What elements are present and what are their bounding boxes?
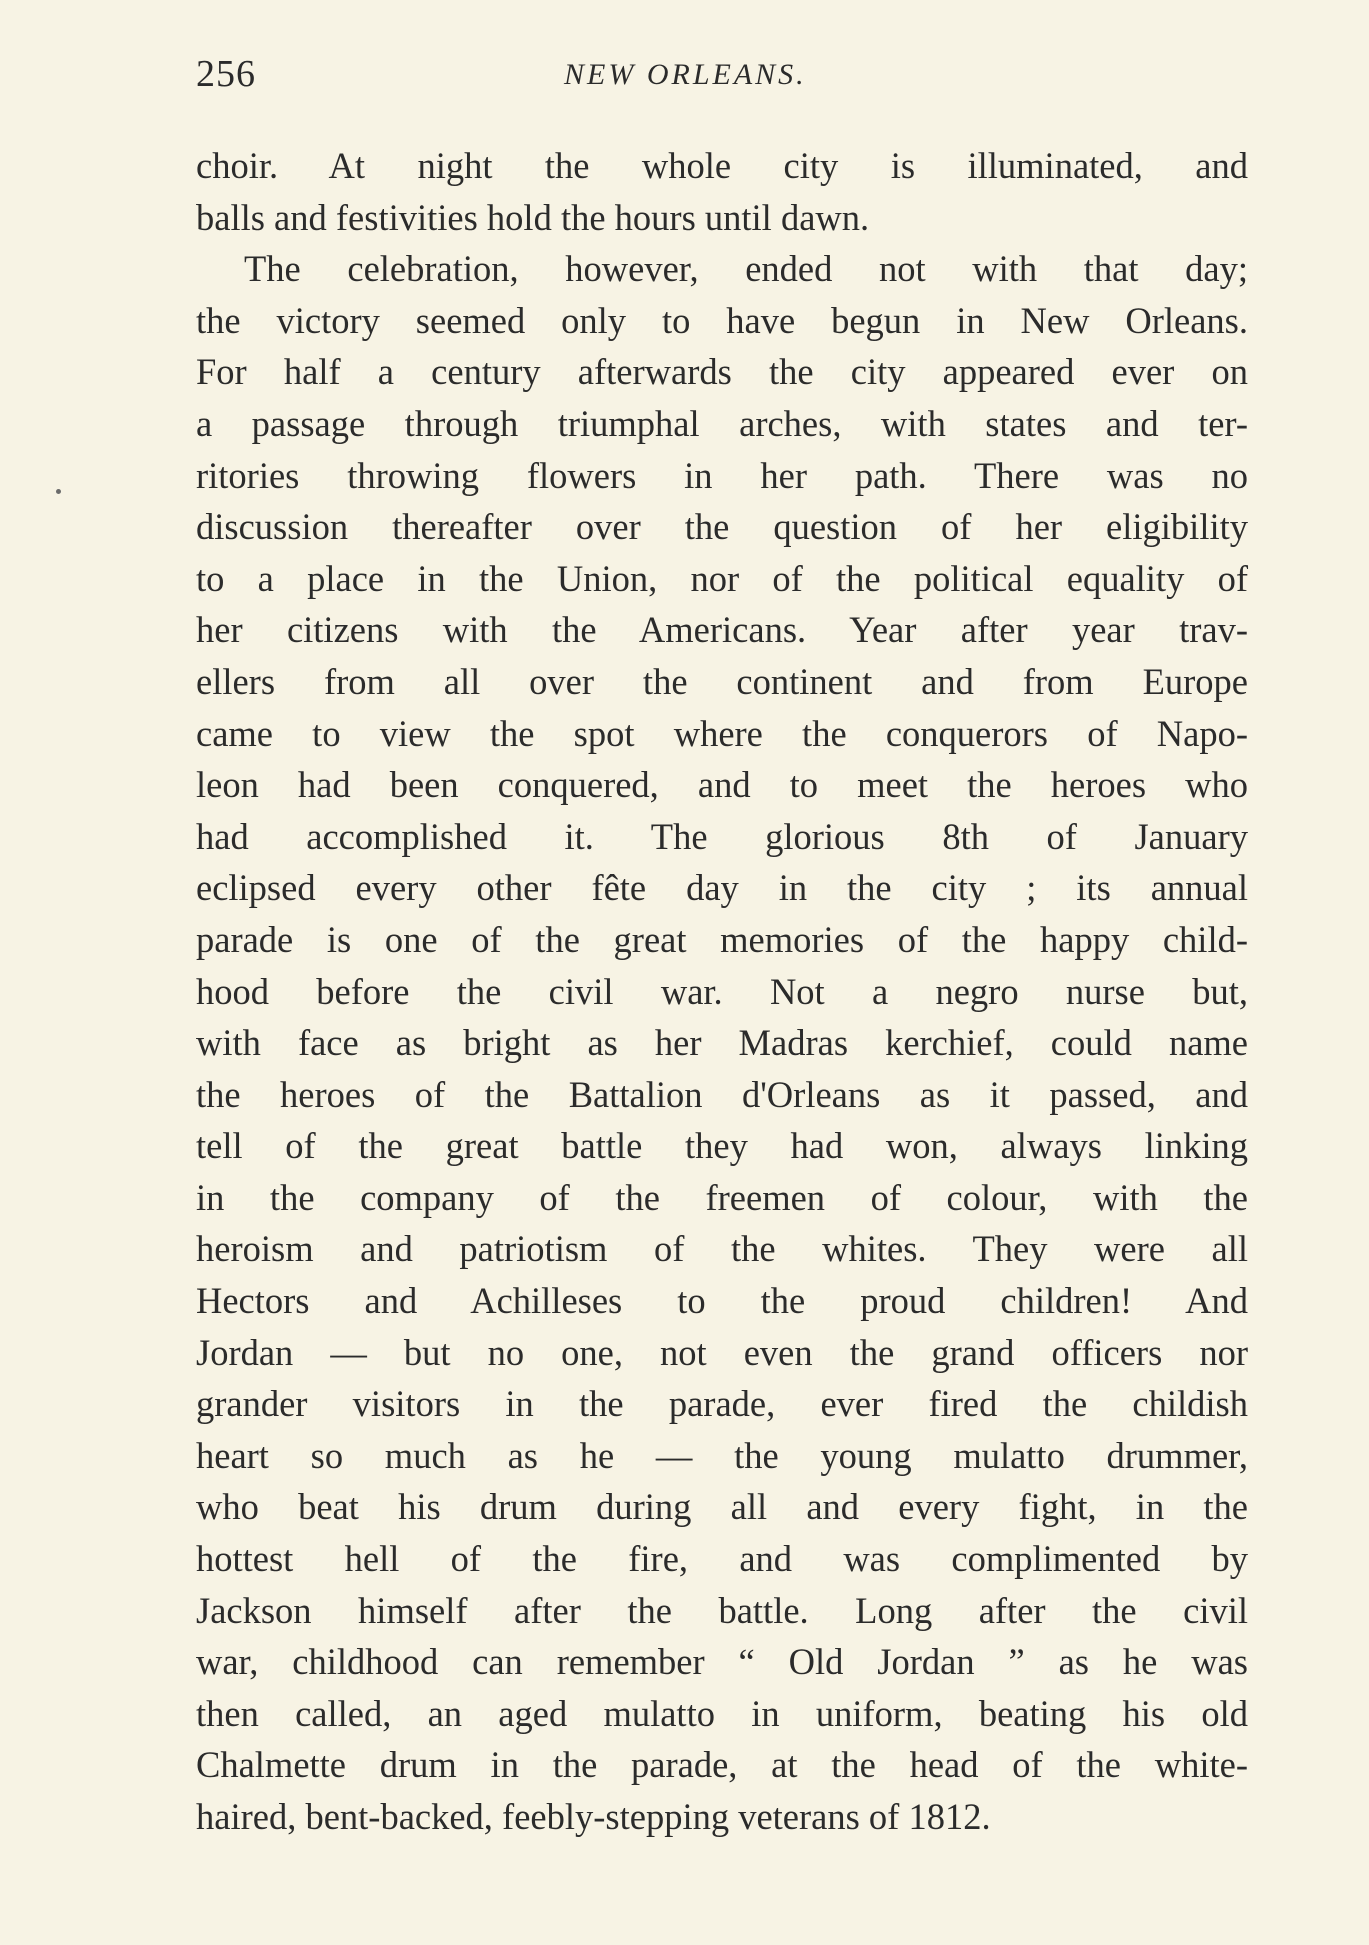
text-line: her citizens with the Americans. Year after year trav- [196, 609, 1248, 651]
text-line: leon had been conquered, and to meet the heroes who [196, 764, 1248, 806]
text-line: who beat his drum during all and every fight, in the [196, 1486, 1248, 1528]
text-line: heart so much as he — the young mulatto drummer, [196, 1434, 1248, 1476]
body-text [196, 140, 1248, 1843]
text-line: the victory seemed only to have begun in New Orleans. [196, 299, 1248, 341]
text-line: choir. At night the whole city is illuminated, and [196, 145, 1248, 186]
text-line: hottest hell of the fire, and was complimented by [196, 1538, 1248, 1580]
text-line: then called, an aged mulatto in uniform, beating his old [196, 1692, 1248, 1734]
page-number: 256 [196, 53, 256, 95]
text-line: Jordan — but no one, not even the grand officers nor [196, 1331, 1248, 1373]
text-line: war, childhood can remember “ Old Jordan ” as he was [196, 1641, 1248, 1683]
text-line: haired, bent-backed, feebly-stepping veterans of 1812. [196, 1796, 991, 1837]
text-line: hood before the civil war. Not a negro nurse but, [196, 970, 1248, 1012]
text-line: to a place in the Union, nor of the political equality of [196, 557, 1248, 599]
running-title: NEW ORLEANS. [564, 58, 807, 91]
text-line: Hectors and Achilleses to the proud children! And [196, 1280, 1248, 1322]
text-line: The celebration, however, ended not with that day; [244, 248, 1248, 290]
text-line: ritories throwing flowers in her path. There was no [196, 454, 1248, 496]
text-line: in the company of the freemen of colour, with the [196, 1176, 1248, 1218]
text-line: eclipsed every other fête day in the city ; its annual [196, 867, 1248, 909]
text-line: grander visitors in the parade, ever fired the childish [196, 1383, 1248, 1425]
text-line: Jackson himself after the battle. Long after the civil [196, 1589, 1248, 1631]
text-line: a passage through triumphal arches, with states and ter- [196, 402, 1248, 444]
text-line: came to view the spot where the conquerors of Napo- [196, 712, 1248, 754]
ink-speck [56, 489, 61, 494]
text-line: discussion thereafter over the question of her eligibility [196, 506, 1248, 548]
text-line: balls and festivities hold the hours until dawn. [196, 196, 870, 238]
text-line: Chalmette drum in the parade, at the head of the white- [196, 1744, 1248, 1786]
text-line: heroism and patriotism of the whites. They were all [196, 1228, 1248, 1270]
text-line: the heroes of the Battalion d'Orleans as it passed, and [196, 1073, 1248, 1115]
page-header [196, 52, 1246, 102]
text-line: ellers from all over the continent and from Europe [196, 660, 1248, 702]
text-line: tell of the great battle they had won, always linking [196, 1125, 1248, 1167]
text-line: with face as bright as her Madras kerchief, could name [196, 1022, 1248, 1064]
text-line: had accomplished it. The glorious 8th of January [196, 815, 1248, 857]
text-line: parade is one of the great memories of the happy child- [196, 918, 1248, 960]
text-line: For half a century afterwards the city appeared ever on [196, 351, 1248, 393]
